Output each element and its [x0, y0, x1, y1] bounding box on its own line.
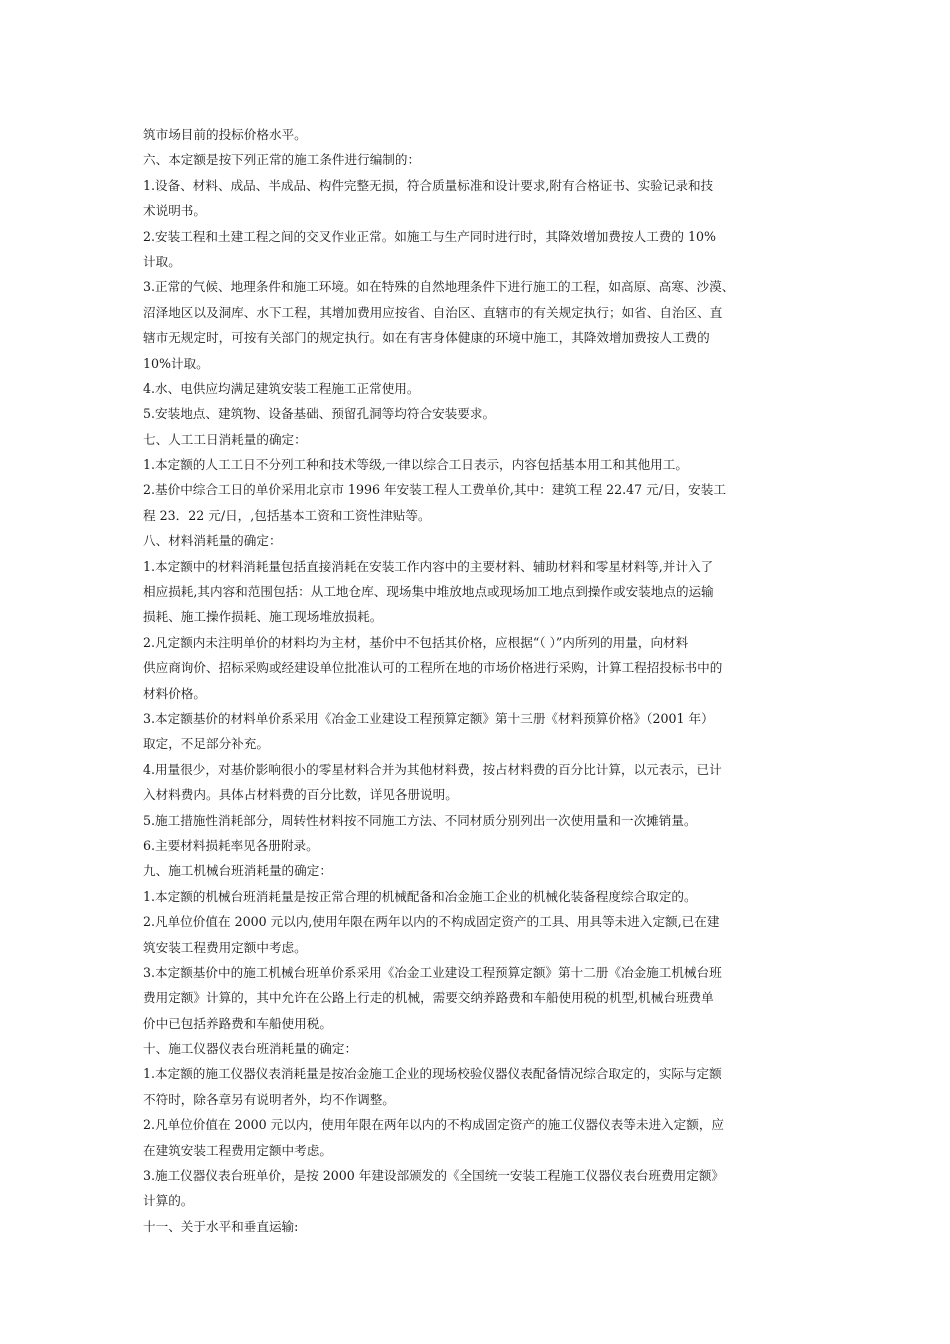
text-line: 3.施工仪器仪表台班单价，是按 2000 年建设部颁发的《全国统一安装工程施工仪器仪表台班费用定额》 [143, 1168, 725, 1184]
text-line: 筑安装工程费用定额中考虑。 [143, 939, 307, 955]
text-line: 4.用量很少，对基价影响很小的零星材料合并为其他材料费，按占材料费的百分比计算，以元表示，已计 [143, 761, 722, 777]
text-line: 术说明书。 [143, 203, 206, 219]
text-line: 辖市无规定时，可按有关部门的规定执行。如在有害身体健康的环境中施工，其降效增加费按人工费的 [143, 330, 710, 346]
text-line: 3.正常的气候、地理条件和施工环境。如在特殊的自然地理条件下进行施工的工程，如高原、高寒、沙漠、 [143, 279, 735, 295]
text-line: 6.主要材料损耗率见各册附录。 [143, 837, 319, 853]
text-line: 入材料费内。具体占材料费的百分比数，详见各册说明。 [143, 787, 458, 803]
text-line: 损耗、施工操作损耗、施工现场堆放损耗。 [143, 609, 383, 625]
text-line: 1.本定额的机械台班消耗量是按正常合理的机械配备和冶金施工企业的机械化装备程度综合取定的。 [143, 888, 697, 904]
text-line: 筑市场目前的投标价格水平。 [143, 127, 307, 142]
text-line: 取定，不足部分补充。 [143, 736, 269, 752]
text-line: 供应商询价、招标采购或经建设单位批准认可的工程所在地的市场价格进行采购，计算工程招投标书中的 [143, 660, 723, 676]
text-line: 5.安装地点、建筑物、设备基础、预留孔洞等均符合安装要求。 [143, 406, 496, 422]
text-line: 10%计取。 [143, 355, 209, 371]
text-line: 2.凡单位价值在 2000 元以内,使用年限在两年以内的不构成固定资产的工具、用具等未进入定额,已在建 [143, 914, 720, 930]
text-line: 2.安装工程和土建工程之间的交叉作业正常。如施工与生产同时进行时，其降效增加费按人工费的 10% [143, 228, 716, 244]
text-line: 1.本定额的人工工日不分列工种和技术等级,一律以综合工日表示，内容包括基本用工和其他用工。 [143, 457, 688, 473]
text-line: 3.本定额基价的材料单价系采用《冶金工业建设工程预算定额》第十三册《材料预算价格》（2001 年） [143, 710, 714, 726]
text-line: 1.本定额的施工仪器仪表消耗量是按冶金施工企业的现场校验仪器仪表配备情况综合取定的，实际与定额 [143, 1066, 722, 1082]
section-heading: 十一、关于水平和垂直运输: [143, 1218, 299, 1234]
text-line: 3.本定额基价中的施工机械台班单价系采用《冶金工业建设工程预算定额》第十二册《冶金施工机械台班 [143, 964, 722, 980]
text-line: 2.凡单位价值在 2000 元以内，使用年限在两年以内的不构成固定资产的施工仪器仪表等未进入定额，应 [143, 1117, 725, 1133]
section-heading: 九、施工机械台班消耗量的确定： [143, 863, 332, 879]
text-line: 价中已包括养路费和车船使用税。 [143, 1015, 332, 1031]
section-heading: 八、材料消耗量的确定： [143, 533, 282, 549]
text-line: 1.本定额中的材料消耗量包括直接消耗在安装工作内容中的主要材料、辅助材料和零星材料等,并计入了 [143, 558, 714, 574]
text-line: 沼泽地区以及洞库、水下工程，其增加费用应按省、自治区、直辖市的有关规定执行；如省、自治区、直 [143, 304, 723, 320]
text-line: 不符时，除各章另有说明者外，均不作调整。 [143, 1091, 395, 1107]
section-heading: 六、本定额是按下列正常的施工条件进行编制的： [143, 152, 421, 168]
text-line: 5.施工措施性消耗部分，周转性材料按不同施工方法、不同材质分别列出一次使用量和一次摊销量。 [143, 812, 697, 828]
section-heading: 七、人工工日消耗量的确定： [143, 431, 307, 447]
section-heading: 十、施工仪器仪表台班消耗量的确定： [143, 1041, 358, 1057]
text-line: 1.设备、材料、成品、半成品、构件完整无损，符合质量标准和设计要求,附有合格证书、实验记录和技 [143, 177, 714, 193]
text-line: 计算的。 [143, 1193, 194, 1209]
text-line: 4.水、电供应均满足建筑安装工程施工正常使用。 [143, 380, 420, 396]
text-line: 在建筑安装工程费用定额中考虑。 [143, 1142, 332, 1158]
text-line: 材料价格。 [143, 685, 206, 701]
text-line: 费用定额》计算的，其中允许在公路上行走的机械，需要交纳养路费和车船使用税的机型,机械台班费单 [143, 990, 714, 1006]
text-line: 2.基价中综合工日的单价采用北京市 1996 年安装工程人工费单价,其中：建筑工程 22.47 元/日，安装工 [143, 482, 726, 498]
text-line: 计取。 [143, 253, 181, 269]
document-page [143, 122, 815, 1239]
text-line: 2.凡定额内未注明单价的材料均为主材，基价中不包括其价格，应根据“（ ）”内所列的用量，向材料 [143, 634, 689, 650]
text-line: 相应损耗,其内容和范围包括：从工地仓库、现场集中堆放地点或现场加工地点到操作或安装地点的运输 [143, 584, 714, 600]
text-line: 程 23．22 元/日，,包括基本工资和工资性津贴等。 [143, 507, 431, 523]
